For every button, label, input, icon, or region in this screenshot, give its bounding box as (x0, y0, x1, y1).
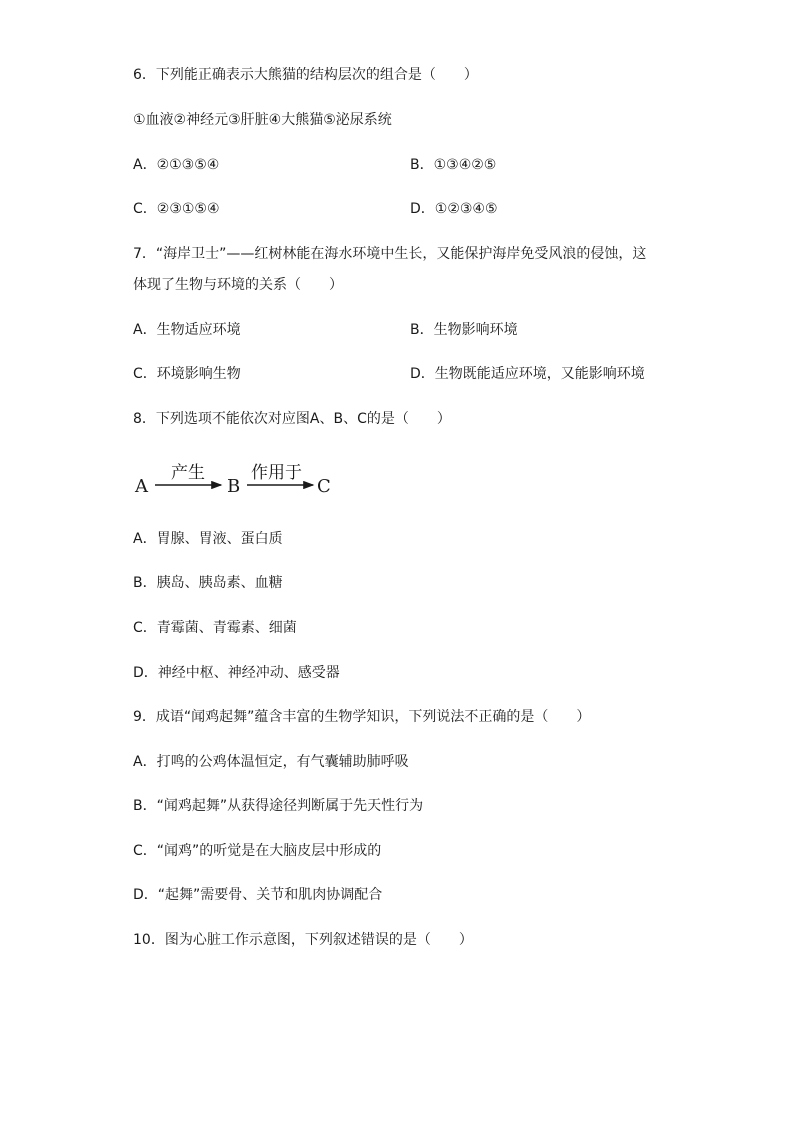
q9-option-a: A．打鸣的公鸡体温恒定，有气囊辅助肺呼吸 (133, 754, 409, 770)
q7-option-a: A．生物适应环境 (133, 322, 241, 338)
q6-option-a: A．②①③⑤④ (133, 157, 220, 173)
q10-stem: 10．图为心脏工作示意图，下列叙述错误的是（ ） (133, 932, 473, 948)
q6-option-b: B．①③④②⑤ (410, 157, 497, 173)
q6-stem: 6．下列能正确表示大熊猫的结构层次的组合是（ ） (133, 67, 478, 83)
diagram-node-c: C (317, 476, 331, 497)
q7-stem-line2: 体现了生物与环境的关系（ ） (133, 277, 343, 293)
diagram-node-b: B (227, 476, 241, 497)
q8-stem: 8．下列选项不能依次对应图A、B、C的是（ ） (133, 411, 451, 427)
q7-stem-line1: 7．“海岸卫士”——红树林能在海水环境中生长，又能保护海岸免受风浪的侵蚀，这 (133, 246, 647, 262)
q9-option-d: D．“起舞”需要骨、关节和肌肉协调配合 (133, 887, 383, 903)
q8-option-a: A．胃腺、胃液、蛋白质 (133, 531, 283, 547)
q8-option-c: C．青霉菌、青霉素、细菌 (133, 620, 297, 636)
q6-option-c: C．②③①⑤④ (133, 201, 220, 217)
q9-option-c: C．“闻鸡”的听觉是在大脑皮层中形成的 (133, 843, 382, 859)
q6-items: ①血液②神经元③肝脏④大熊猫⑤泌尿系统 (133, 112, 392, 128)
q8-option-d: D．神经中枢、神经冲动、感受器 (133, 665, 340, 681)
diagram-node-a: A (135, 476, 148, 497)
q7-option-b: B．生物影响环境 (410, 322, 518, 338)
diagram-arrow1-label: 产生 (171, 463, 205, 483)
diagram-arrow2-label: 作用于 (251, 463, 302, 483)
q9-option-b: B．“闻鸡起舞”从获得途径判断属于先天性行为 (133, 798, 424, 814)
q6-option-d: D．①②③④⑤ (410, 201, 498, 217)
q7-option-c: C．环境影响生物 (133, 366, 241, 382)
q7-option-d: D．生物既能适应环境，又能影响环境 (410, 366, 645, 382)
q9-stem: 9．成语“闻鸡起舞”蕴含丰富的生物学知识，下列说法不正确的是（ ） (133, 709, 591, 725)
q8-option-b: B．胰岛、胰岛素、血糖 (133, 575, 283, 591)
q8-diagram (133, 458, 353, 502)
